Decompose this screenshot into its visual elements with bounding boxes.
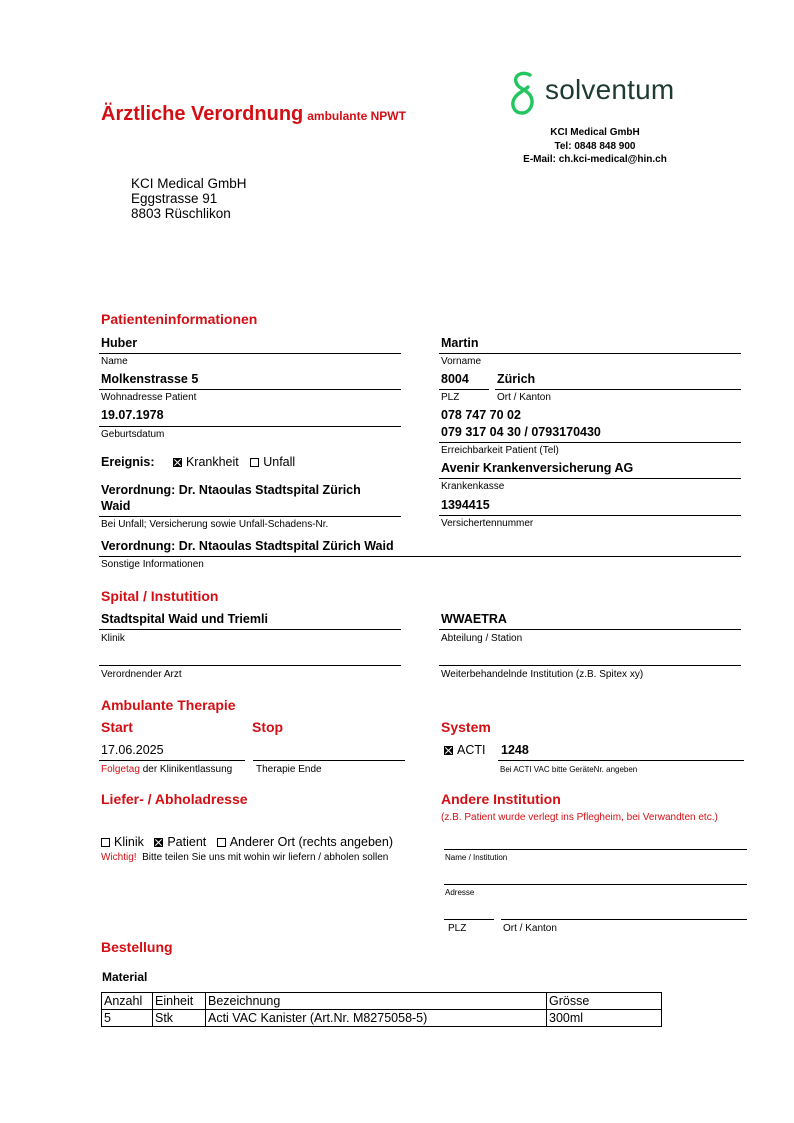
material-table [101,992,662,1027]
field-line [498,760,744,761]
brand-name: solventum [545,74,675,105]
recipient-line: 8803 Rüschlikon [131,206,231,221]
other-plz-label: PLZ [448,923,467,934]
field-line [495,389,741,390]
field-line [99,629,401,630]
other-city-label: Ort / Kanton [503,923,557,934]
table-cell[interactable]: 5 [102,1010,153,1027]
patient-phone-value-1[interactable]: 078 747 70 02 [441,408,521,422]
clinic-value[interactable]: Stadtspital Waid und Triemli [101,612,268,626]
accident-value-line1[interactable]: Verordnung: Dr. Ntaoulas Stadtspital Zürich [101,483,361,497]
insured-number-value[interactable]: 1394415 [441,498,490,512]
field-line [439,442,741,443]
delivery-option-other[interactable] [217,835,393,849]
field-line [439,353,741,354]
insurer-label: Krankenkasse [441,481,505,492]
event-option-krankheit[interactable] [173,455,239,469]
device-number-value[interactable]: 1248 [501,743,529,757]
company-contact [495,126,695,167]
therapy-stop-field-line[interactable] [253,760,405,761]
checkbox-checked-icon[interactable] [154,838,163,847]
accident-value-line2[interactable]: Waid [101,499,131,513]
event-options [101,453,295,471]
contact-company: KCI Medical GmbH [550,127,640,138]
insured-number-label: Versichertennummer [441,518,534,529]
patient-city-value[interactable]: Zürich [497,372,536,386]
therapy-stop-heading: Stop [252,719,284,735]
other-address-field-line[interactable] [444,884,747,885]
event-label: Ereignis: [101,455,155,469]
column-header: Einheit [153,993,206,1010]
ward-label: Abteilung / Station [441,633,523,644]
delivery-options [101,833,393,851]
patient-firstname-label: Vorname [441,356,482,367]
note-text: Bitte teilen Sie uns mit wohin wir liefern / abholen sollen [142,852,389,863]
contact-email: E-Mail: ch.kci-medical@hin.ch [523,154,667,165]
section-order: Bestellung [101,939,173,955]
section-patient: Patienteninformationen [101,311,258,327]
option-label: ACTI [457,743,486,757]
other-address-label: Adresse [445,888,475,897]
other-city-field-line[interactable] [501,919,747,920]
patient-birthdate-label: Geburtsdatum [101,429,165,440]
section-hospital: Spital / Instutition [101,588,219,604]
insurer-value[interactable]: Avenir Krankenversicherung AG [441,461,634,475]
delivery-option-klinik[interactable] [101,835,144,849]
other-plz-field-line[interactable] [444,919,494,920]
therapy-start-label [101,764,232,775]
patient-plz-value[interactable]: 8004 [441,372,469,386]
patient-plz-label: PLZ [441,392,460,403]
other-info-value[interactable]: Verordnung: Dr. Ntaoulas Stadtspital Zürich Waid [101,539,394,553]
clinic-label: Klinik [101,633,125,644]
therapy-start-value[interactable]: 17.06.2025 [101,743,164,757]
recipient-line: KCI Medical GmbH [131,176,247,191]
patient-firstname-value[interactable]: Martin [441,336,479,350]
other-name-label: Name / Institution [445,853,508,862]
other-info-label: Sonstige Informationen [101,559,204,570]
document-title [101,103,406,126]
checkbox-icon[interactable] [250,458,259,467]
field-line [99,516,401,517]
delivery-note [101,852,388,863]
patient-phone-value-2[interactable]: 079 317 04 30 / 0793170430 [441,425,601,439]
option-label: Patient [167,835,207,849]
title-subtitle: ambulante NPWT [307,109,406,123]
followup-field-line[interactable] [439,665,741,666]
therapy-system-heading: System [441,719,491,735]
section-other-institution: Andere Institution [441,791,561,807]
field-line [439,389,489,390]
other-institution-hint: (z.B. Patient wurde verlegt ins Pflegheim, bei Verwandten etc.) [441,812,718,823]
system-option-acti[interactable] [444,743,485,757]
option-label: Anderer Ort (rechts angeben) [229,835,393,849]
section-therapy: Ambulante Therapie [101,697,236,713]
table-header-row [102,993,662,1010]
field-line [439,629,741,630]
accident-label: Bei Unfall; Versicherung sowie Unfall-Schadens-Nr. [101,519,329,530]
recipient-address [131,176,247,221]
field-line [99,426,401,427]
ward-value[interactable]: WWAETRA [441,612,507,626]
label-text: der Klinikentlassung [142,764,233,775]
field-line [99,353,401,354]
field-line [99,760,245,761]
column-header: Bezeichnung [206,993,547,1010]
table-row [102,1010,662,1027]
patient-phone-label: Erreichbarkeit Patient (Tel) [441,445,559,456]
recipient-line: Eggstrasse 91 [131,191,218,206]
patient-address-label: Wohnadresse Patient [101,392,197,403]
patient-name-label: Name [101,356,128,367]
field-line [439,478,741,479]
delivery-option-patient[interactable] [154,835,206,849]
table-cell[interactable]: Stk [153,1010,206,1027]
option-label: Unfall [263,455,296,469]
section-delivery: Liefer- / Abholadresse [101,791,248,807]
option-label: Klinik [114,835,144,849]
checkbox-checked-icon[interactable] [173,458,182,467]
therapy-start-heading: Start [101,719,133,735]
note-highlight: Wichtig! [101,852,137,863]
field-line [99,556,741,557]
table-cell[interactable]: 300ml [547,1010,662,1027]
checkbox-icon[interactable] [217,838,226,847]
patient-name-value[interactable]: Huber [101,336,138,350]
field-line [439,515,741,516]
field-line [99,389,401,390]
checkbox-checked-icon[interactable] [444,746,453,755]
followup-label: Weiterbehandelnde Institution (z.B. Spitex xy) [441,669,644,680]
column-header: Anzahl [102,993,153,1010]
patient-birthdate-value[interactable]: 19.07.1978 [101,408,164,422]
doctor-field-line[interactable] [99,665,401,666]
other-name-field-line[interactable] [444,849,747,850]
title-main: Ärztliche Verordnung [101,103,304,125]
solventum-s-logo-icon [508,71,544,117]
patient-city-label: Ort / Kanton [497,392,551,403]
material-heading: Material [102,970,148,984]
contact-tel: Tel: 0848 848 900 [554,140,636,152]
option-label: Krankheit [185,455,239,469]
doctor-label: Verordnender Arzt [101,669,182,680]
checkbox-icon[interactable] [101,838,110,847]
column-header: Grösse [547,993,662,1010]
therapy-stop-label: Therapie Ende [256,764,322,775]
patient-address-value[interactable]: Molkenstrasse 5 [101,372,199,386]
label-highlight: Folgetag [101,764,140,775]
event-option-unfall[interactable] [250,455,295,469]
device-number-label: Bei ACTI VAC bitte GeräteNr. angeben [500,765,638,774]
table-cell[interactable]: Acti VAC Kanister (Art.Nr. M8275058-5) [206,1010,547,1027]
